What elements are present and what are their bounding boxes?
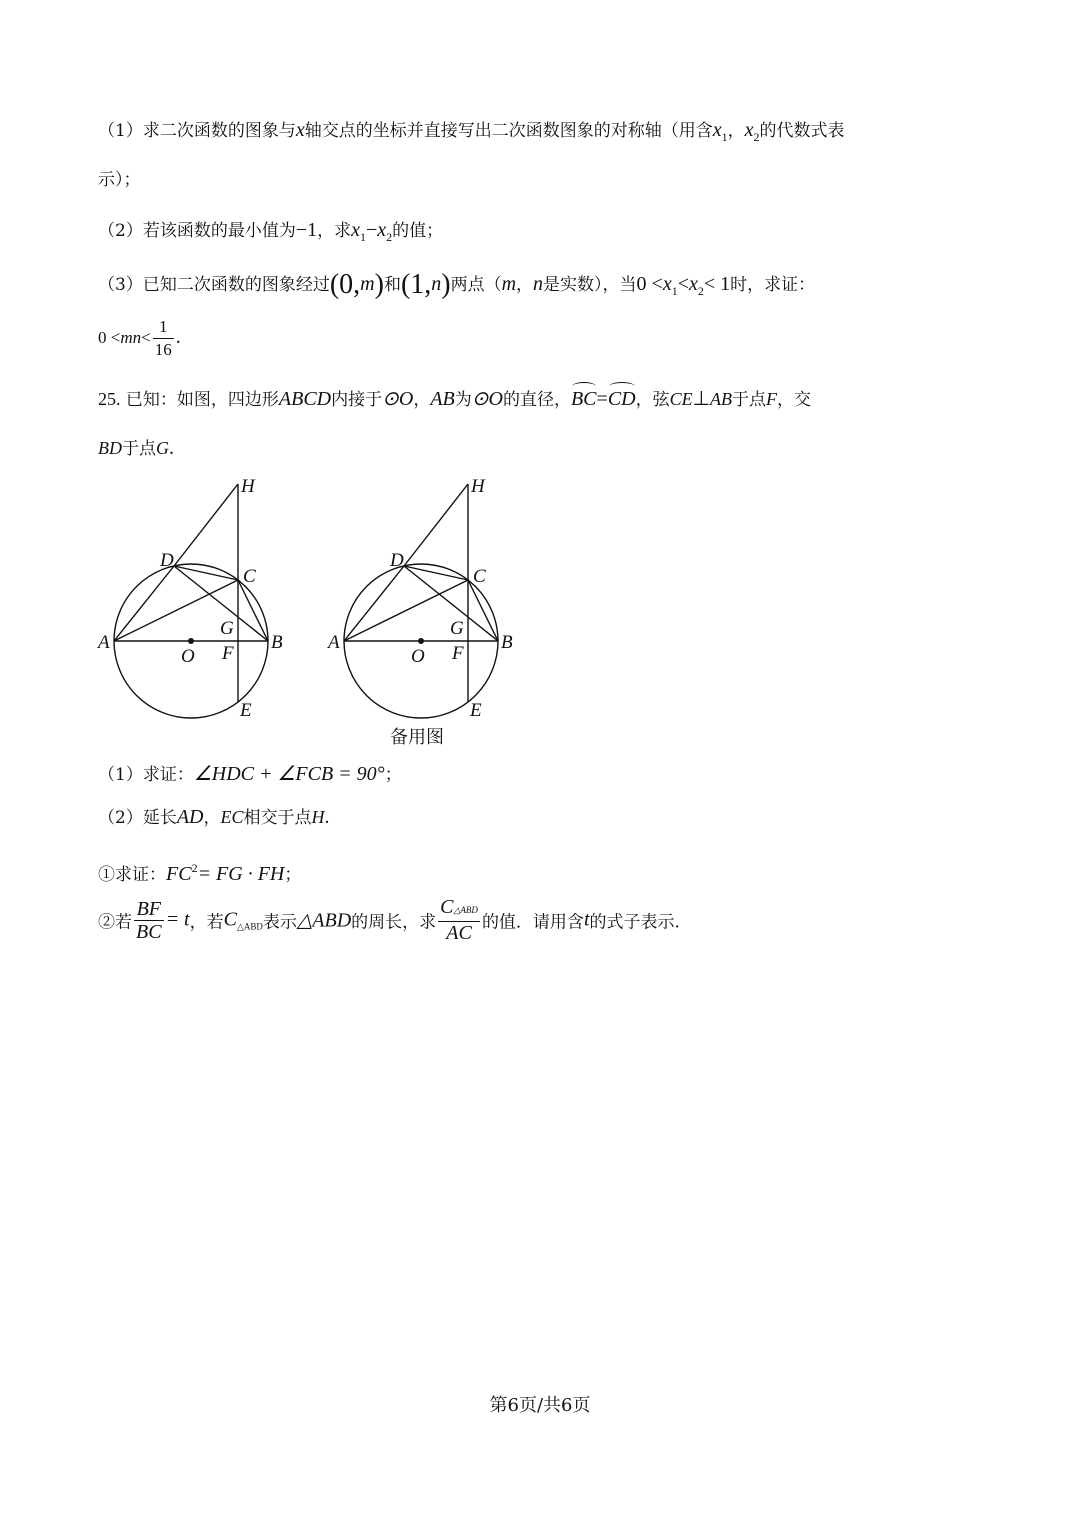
text: ； <box>384 765 402 785</box>
subscript: 1 <box>721 130 728 144</box>
center-point <box>418 638 424 644</box>
math-expression: = FG · FH <box>197 863 285 885</box>
math-point: (0, <box>329 269 361 300</box>
fraction-denominator: BC <box>136 920 162 943</box>
math-m: m <box>501 273 517 295</box>
segment-hd <box>174 484 238 566</box>
fraction-numerator <box>438 896 480 922</box>
math-triangle: △ABD <box>296 909 352 932</box>
text: 为 <box>454 390 472 410</box>
math-t: t <box>583 908 590 931</box>
label-d: D <box>390 550 404 571</box>
q24-part2 <box>98 216 443 251</box>
math-g: G <box>156 438 169 458</box>
superscript: 2 <box>191 861 198 875</box>
subscript: 1 <box>671 284 678 298</box>
label-b: B <box>501 632 513 653</box>
q25-part2-sub2 <box>98 896 680 944</box>
math-bd: BD <box>98 438 122 458</box>
text: ，求 <box>317 221 352 241</box>
math-x1: x <box>351 219 360 241</box>
label-a: A <box>328 632 340 653</box>
text: ①求证： <box>98 865 166 885</box>
math-x2: x <box>377 219 387 241</box>
text: ，弦 <box>635 390 670 410</box>
label-h: H <box>241 476 255 497</box>
question-number: 25. <box>98 389 121 409</box>
math-expression: ∠HDC + ∠FCB = 90° <box>193 763 385 785</box>
label-b: B <box>271 632 283 653</box>
text: 的式子表示. <box>589 912 680 933</box>
q24-part1-line2 <box>98 166 141 194</box>
subscript: 1 <box>360 230 366 244</box>
text: 是实数），当 <box>543 275 637 295</box>
text: 已知：如图，四边形 <box>125 390 279 410</box>
q24-part3-line2 <box>98 316 181 361</box>
text: （3）已知二次函数的图象经过 <box>98 275 330 295</box>
math-n: n <box>533 273 544 295</box>
text: 的直径， <box>502 390 571 410</box>
subscript: △ABD <box>453 905 478 915</box>
text: 两点（ <box>450 275 502 295</box>
label-d: D <box>160 550 174 571</box>
text: （1）求证： <box>98 765 194 785</box>
subscript: △ABD <box>236 921 263 932</box>
math-paren: ) <box>374 269 384 300</box>
text: （1）求二次函数的图象与 <box>98 121 296 141</box>
math-arc-bc: BC <box>571 385 597 413</box>
math-x1: x <box>662 273 672 295</box>
math-lt: < <box>677 273 689 295</box>
text: ，若 <box>189 912 224 933</box>
text: . <box>169 437 174 459</box>
subscript: 2 <box>697 284 704 298</box>
figure-caption: 备用图 <box>390 727 444 748</box>
fraction <box>153 316 174 361</box>
label-a: A <box>98 632 110 653</box>
math-x2: x <box>689 273 698 295</box>
text: （2）若该函数的最小值为 <box>98 221 296 241</box>
label-e: E <box>470 700 482 721</box>
math-perp: ⊥ <box>692 388 711 410</box>
q25-intro-line2 <box>98 434 174 463</box>
math-ec: EC <box>220 807 244 827</box>
label-g: G <box>220 618 234 639</box>
page-footer: 第6页/共6页 <box>489 1395 591 1416</box>
q25-intro-line1 <box>98 385 811 414</box>
math-x1: x <box>712 119 722 141</box>
math-circle-o: ⊙O <box>471 388 503 410</box>
math-ineq: < 1 <box>703 273 731 295</box>
math-minus: − <box>366 219 378 241</box>
text: . <box>324 806 330 828</box>
math-n: n <box>431 273 442 295</box>
math-ab: AB <box>710 389 733 409</box>
label-o: O <box>411 646 425 667</box>
text: ，交 <box>777 390 812 410</box>
subscript: 2 <box>753 130 760 144</box>
fraction-numerator: BF <box>134 898 164 921</box>
math-ab: AB <box>430 388 455 410</box>
text: ， <box>203 808 221 828</box>
label-g: G <box>450 618 464 639</box>
q25-part1 <box>98 760 402 789</box>
text: 的值．请用含 <box>481 912 584 933</box>
math-value: −1 <box>295 219 318 241</box>
math-eq-t: = t <box>165 908 190 931</box>
text: 和 <box>383 275 401 295</box>
q24-part3-line1 <box>98 270 815 305</box>
fraction-perimeter-ac <box>438 896 480 944</box>
math-m: m <box>360 273 375 295</box>
text: 示）； <box>98 170 141 190</box>
math-ce: CE <box>669 389 693 409</box>
subscript: 2 <box>386 230 393 244</box>
text: 于点 <box>732 390 767 410</box>
text: ， <box>727 121 745 141</box>
math-abcd: ABCD <box>278 388 332 410</box>
q24-part1-line1 <box>98 116 845 151</box>
math-circle-o: ⊙O <box>382 388 414 410</box>
label-f: F <box>452 643 464 664</box>
label-c: C <box>473 566 486 587</box>
geometry-figure-backup <box>320 470 540 725</box>
label-o: O <box>181 646 195 667</box>
text: 的代数式表 <box>759 121 845 141</box>
segment-hd <box>404 484 468 566</box>
segment-cb <box>468 580 498 641</box>
text: ， <box>516 275 534 295</box>
q25-part2-sub1 <box>98 854 301 889</box>
fraction-denominator: 16 <box>154 340 172 359</box>
math-x: x <box>295 119 305 141</box>
label-e: E <box>240 700 252 721</box>
math-mn: mn <box>120 328 142 347</box>
segment-cb <box>238 580 268 641</box>
math-f: F <box>766 389 778 409</box>
text: （2）延长 <box>98 808 177 828</box>
text: 内接于 <box>331 390 383 410</box>
text: ； <box>284 865 302 885</box>
text: 相交于点 <box>243 808 312 828</box>
fraction-denominator: AC <box>446 922 472 944</box>
math-fc: FC <box>166 863 192 885</box>
text: ②若 <box>98 912 132 933</box>
math-h: H <box>311 807 325 827</box>
math-ineq: 0 < <box>636 273 663 295</box>
math-point: (1, <box>400 269 432 300</box>
q25-part2 <box>98 803 330 832</box>
fraction-bf-bc <box>134 898 164 943</box>
math-c: C <box>223 908 237 931</box>
math-paren: ) <box>441 269 451 300</box>
math-lt: < <box>141 328 151 347</box>
text: ， <box>413 390 431 410</box>
math-eq: = <box>596 388 608 410</box>
fraction-numerator: 1 <box>153 316 174 339</box>
text: 表示 <box>262 912 297 933</box>
label-c: C <box>243 566 256 587</box>
label-h: H <box>471 476 485 497</box>
math-arc-cd: CD <box>608 385 636 413</box>
center-point <box>188 638 194 644</box>
text: 的周长，求 <box>351 912 437 933</box>
label-f: F <box>222 643 234 664</box>
math-zero: 0 < <box>98 328 121 347</box>
text: 于点 <box>122 439 156 459</box>
text: 时，求证： <box>730 275 816 295</box>
text: . <box>175 326 181 348</box>
text: 轴交点的坐标并直接写出二次函数图象的对称轴（用含 <box>304 121 713 141</box>
geometry-figure-main <box>90 470 310 725</box>
math-c: C <box>440 896 454 918</box>
math-x2: x <box>744 119 754 141</box>
math-ad: AD <box>176 806 204 828</box>
text: 的值； <box>392 221 444 241</box>
